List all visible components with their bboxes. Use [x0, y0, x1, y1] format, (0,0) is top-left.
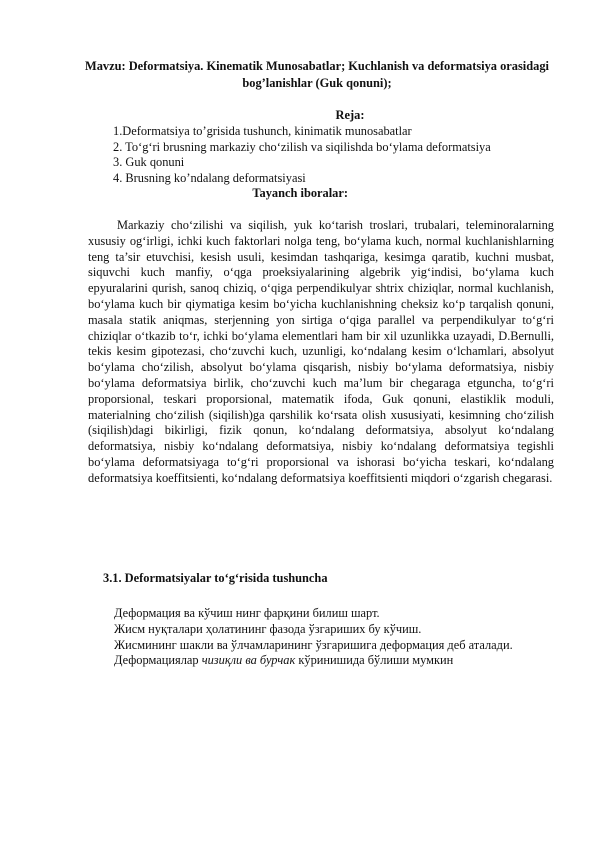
plan-list — [113, 124, 491, 186]
plan-item: 4. Brusning ko’ndalang deformatsiyasi — [113, 170, 306, 185]
plan-heading — [60, 108, 596, 123]
page-title: Mavzu: Deformatsiya. Kinematik Munosabatlar; Kuchlanish va deformatsiya orasidagi bog’lanishlar (Guk qonuni); — [85, 59, 549, 90]
body-paragraph: Жисм нуқталари ҳолатининг фазода ўзгариших бу кўчиш. — [114, 621, 422, 636]
keywords-heading-text: Tayanch iboralar: — [252, 186, 348, 200]
section-heading: 3.1. Deformatsiyalar to‘g‘risida tushuncha — [103, 571, 328, 585]
body-text-emphasis: чизиқли ва бурчак — [201, 653, 296, 668]
section-body — [88, 606, 554, 669]
plan-item: 2. To‘g‘ri brusning markaziy cho‘zilish va siqilishda bo‘ylama deformatsiya — [113, 139, 491, 154]
plan-item: 1.Deformatsiya to’grisida tushunch, kinimatik munosabatlar — [113, 124, 412, 138]
body-paragraph: Жисмининг шакли ва ўлчамларининг ўзгаришига деформация деб аталади. — [114, 637, 513, 652]
plan-heading-text: Reja: — [335, 108, 365, 122]
body-paragraph: Деформация ва кўчиш нинг фарқини билиш шарт. — [114, 606, 380, 620]
keywords-heading — [0, 186, 544, 201]
body-paragraph-last — [88, 653, 554, 669]
body-text-after: кўринишида бўлиши мумкин — [295, 653, 454, 668]
body-text-before: Деформациялар — [114, 653, 202, 668]
keywords-paragraph: Markaziy cho‘zilishi va siqilish, yuk ko‘tarish troslari, trubalari, teleminoralarning xususiy og‘irligi, ichki kuch faktorlari nolga teng, bo‘ylama kuch, normal kuchlanishlarning teng ta’sir etuvchisi, kesish usuli, kesimdan tashqariga, kesimga qaratib, kuchni musbat, siquvchi kuch manfiy, o‘qga proeksiyalarining algebrik yig‘indisi, bo‘ylama kuch epyuralarini qurish, sanoq chiziq, o‘qiga perpendikulyar shtrix chiziqlar, normal kuchlanish, bo‘ylama kuch bir qiymatiga kesim bo‘yicha kuchlanishning cheksiz ko‘p tarqalish qonuni, masala statik aniqmas, sterjenning yon sirtiga o‘qiga parallel va perpendikulyar to‘g‘ri chiziqlar o‘tkazib to‘r, ichki bo‘ylama elementlari ham bir xil uzunlikka uzayadi, D.Bernulli, tekis kesim gipotezasi, cho‘zuvchi kuch, uzunligi, ko‘ndalang kesim o‘lchamlari, absolyut bo‘ylama cho‘zilish, absolyut bo‘ylama qisqarish, nisbiy bo‘ylama deformatsiya, nisbiy bo‘ylama deformatsiya birlik, cho‘zuvchi kuch ma’lum bir chegaraga etguncha, to‘g‘ri proporsional, teskari proporsional, matematik ifoda, Guk qonuni, elastiklik moduli, materialning cho‘zilish (siqilish)ga qarshilik ko‘rsata olish xususiyati, kesimning cho‘zilish (siqilish)dagi bikirligi, fizik qonun, ko‘ndalang deformatsiya, absolyut ko‘ndalang deformatsiya, nisbiy ko‘ndalang deformatsiya, nisbiy ko‘ndalang deformatsiya tegishli bo‘ylama deformatsiyaga to‘g‘ri proporsional va ishorasi bo‘yicha teskari, ko‘ndalang deformatsiya koeffitsienti, ko‘ndalang deformatsiya koeffitsienti miqdori o‘zgarish chegarasi. — [88, 218, 554, 485]
plan-item: 3. Guk qonuni — [113, 155, 185, 169]
